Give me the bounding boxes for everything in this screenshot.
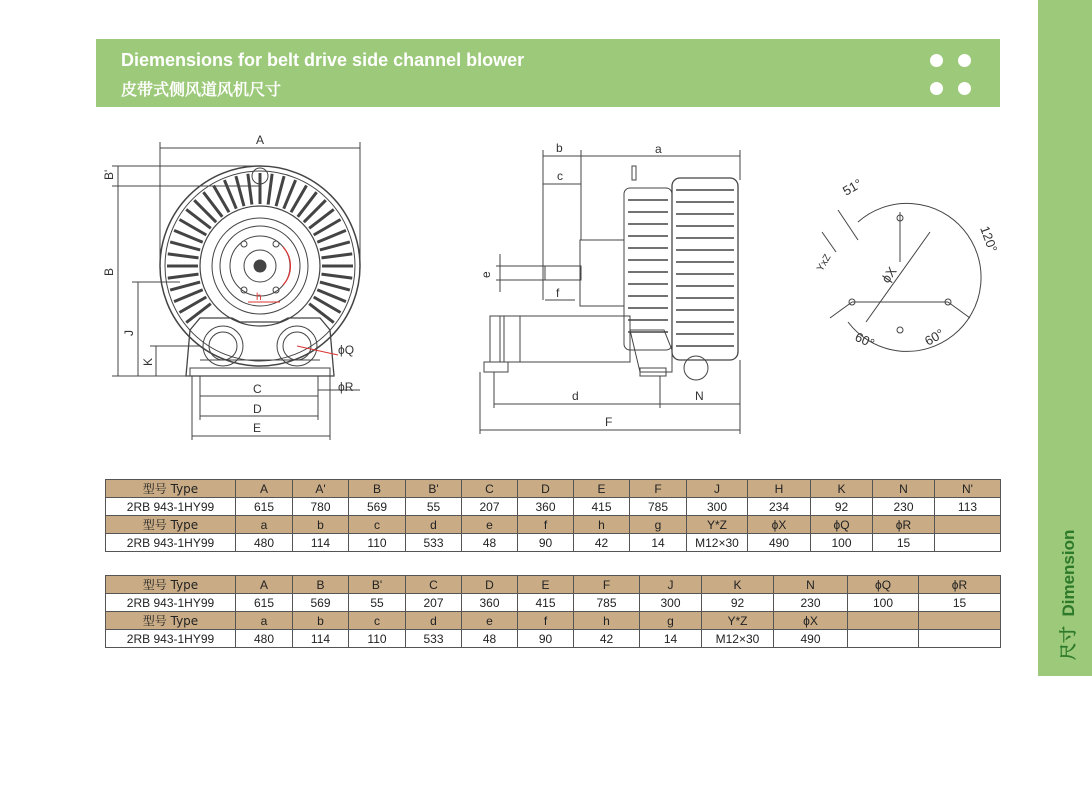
housing-fin — [174, 290, 203, 302]
table-cell: 113 — [935, 498, 1001, 516]
table-cell: J — [640, 576, 702, 594]
housing-fin — [320, 242, 350, 250]
table-row — [106, 498, 1001, 516]
housing-fin — [320, 282, 350, 290]
table-cell — [848, 630, 919, 648]
label-A: A — [256, 133, 265, 147]
table-cell: 114 — [293, 534, 349, 552]
table-cell: M12×30 — [687, 534, 748, 552]
table-cell: 42 — [574, 630, 640, 648]
table-cell: 15 — [919, 594, 1001, 612]
table-cell: 15 — [873, 534, 935, 552]
housing-fin — [168, 254, 199, 258]
table-cell — [935, 534, 1001, 552]
side-label-cn: 尺寸 — [1059, 626, 1079, 660]
table-cell: 480 — [236, 630, 293, 648]
label-60-deg-right: 60° — [922, 325, 947, 349]
table-cell: 480 — [236, 534, 293, 552]
header-dot-icon — [958, 82, 971, 95]
table-cell: B — [293, 576, 349, 594]
housing-fin — [248, 174, 252, 205]
table-cell: N — [774, 576, 848, 594]
table-cell: ϕX — [774, 612, 848, 630]
table-cell: A — [236, 480, 293, 498]
table-cell: B' — [349, 576, 406, 594]
dimension-drawing — [96, 125, 1016, 445]
header-title-en: Diemensions for belt drive side channel blower — [121, 50, 525, 70]
housing-fin — [168, 274, 199, 278]
label-phiX: ϕX — [878, 264, 900, 286]
table-cell: E — [574, 480, 630, 498]
table-cell: 114 — [293, 630, 349, 648]
table-cell: 415 — [518, 594, 574, 612]
table-cell: 230 — [774, 594, 848, 612]
table-cell: 100 — [811, 534, 873, 552]
table-cell: H — [748, 480, 811, 498]
table-cell: J — [687, 480, 748, 498]
table-cell: F — [630, 480, 687, 498]
label-phiR: ϕR — [338, 380, 354, 394]
table-cell: F — [574, 576, 640, 594]
front-view-labels — [102, 133, 354, 435]
table-cell: 615 — [236, 594, 293, 612]
table-cell: d — [406, 516, 462, 534]
label-f: f — [556, 286, 560, 300]
label-YxZ: YxZ — [815, 252, 834, 274]
table-cell: 780 — [293, 498, 349, 516]
table-cell: 533 — [406, 630, 462, 648]
table-cell: 415 — [574, 498, 630, 516]
table-cell: 55 — [406, 498, 462, 516]
table-cell: 92 — [702, 594, 774, 612]
housing-fin — [268, 174, 272, 205]
label-c: c — [557, 169, 563, 183]
table-cell: 14 — [630, 534, 687, 552]
table-row — [106, 480, 1001, 498]
housing-fin — [317, 230, 346, 242]
label-D: D — [253, 402, 262, 416]
table-cell: ϕR — [919, 576, 1001, 594]
table-cell: 533 — [406, 534, 462, 552]
housing-fin — [284, 180, 296, 209]
table-cell: C — [406, 576, 462, 594]
table-cell: c — [349, 612, 406, 630]
table-cell — [848, 612, 919, 630]
header-dot-icon — [958, 54, 971, 67]
table-cell: 100 — [848, 594, 919, 612]
table-cell: D — [462, 576, 518, 594]
table-cell: 42 — [574, 534, 630, 552]
table-cell: b — [293, 612, 349, 630]
flange-view — [822, 203, 981, 351]
table-cell: 207 — [462, 498, 518, 516]
table-cell: ϕQ — [811, 516, 873, 534]
table-cell: 490 — [748, 534, 811, 552]
header-dot-icon — [930, 82, 943, 95]
table-cell: 2RB 943-1HY99 — [106, 534, 236, 552]
table-cell: 型号 Type — [106, 480, 236, 498]
label-d: d — [572, 389, 579, 403]
table-cell: 110 — [349, 534, 406, 552]
label-60-deg-left: 60° — [852, 329, 877, 352]
label-B-prime: B' — [102, 169, 116, 180]
table-cell: 615 — [236, 498, 293, 516]
table-row — [106, 630, 1001, 648]
table-cell: 90 — [518, 630, 574, 648]
table-cell: K — [702, 576, 774, 594]
table-row — [106, 576, 1001, 594]
table-cell: 14 — [640, 630, 702, 648]
table-cell: e — [462, 612, 518, 630]
table-cell: 785 — [574, 594, 640, 612]
table-cell: 型号 Type — [106, 612, 236, 630]
table-cell: ϕQ — [848, 576, 919, 594]
section-header — [96, 39, 1000, 107]
table-cell: M12×30 — [702, 630, 774, 648]
housing-fin — [321, 274, 352, 278]
table-cell: B — [349, 480, 406, 498]
housing-fin — [236, 176, 244, 206]
table-row — [106, 534, 1001, 552]
table-cell: C — [462, 480, 518, 498]
label-120-deg: 120° — [977, 223, 1001, 255]
table-cell: K — [811, 480, 873, 498]
table-cell: Y*Z — [687, 516, 748, 534]
housing-fin — [321, 254, 352, 258]
label-J: J — [122, 330, 136, 336]
label-a: a — [655, 142, 662, 156]
table-cell: 300 — [640, 594, 702, 612]
table-cell: 234 — [748, 498, 811, 516]
table-cell: 360 — [462, 594, 518, 612]
table-cell: N — [873, 480, 935, 498]
table-cell: 207 — [406, 594, 462, 612]
table-cell: f — [518, 516, 574, 534]
label-C: C — [253, 382, 262, 396]
table-cell: A' — [293, 480, 349, 498]
table-row — [106, 516, 1001, 534]
table-cell: 型号 Type — [106, 576, 236, 594]
table-cell: b — [293, 516, 349, 534]
table-cell: g — [640, 612, 702, 630]
table-cell: N' — [935, 480, 1001, 498]
table-cell — [919, 630, 1001, 648]
header-title-cn: 皮带式侧风道风机尺寸 — [121, 80, 282, 99]
table-cell: 48 — [462, 534, 518, 552]
table-cell: E — [518, 576, 574, 594]
table-cell: ϕR — [873, 516, 935, 534]
side-view-labels — [479, 141, 704, 429]
label-B: B — [102, 267, 116, 276]
table-cell — [935, 516, 1001, 534]
table-cell: f — [518, 612, 574, 630]
table-cell: 2RB 943-1HY99 — [106, 630, 236, 648]
side-tab-label — [1054, 530, 1079, 660]
table-cell: 360 — [518, 498, 574, 516]
front-view — [112, 142, 360, 440]
table-cell: 2RB 943-1HY99 — [106, 498, 236, 516]
table-cell: 92 — [811, 498, 873, 516]
label-F: F — [605, 415, 613, 429]
side-label-en: Dimension — [1059, 529, 1078, 617]
table-cell: Y*Z — [702, 612, 774, 630]
label-N: N — [695, 389, 704, 403]
table-cell: 569 — [293, 594, 349, 612]
housing-fin — [224, 180, 236, 209]
table-cell: d — [406, 612, 462, 630]
table-cell: D — [518, 480, 574, 498]
table-cell: 90 — [518, 534, 574, 552]
housing-fin — [276, 176, 284, 206]
housing-fin — [317, 290, 346, 302]
label-E: E — [253, 421, 262, 435]
housing-fin — [170, 282, 200, 290]
label-e: e — [479, 271, 493, 278]
table-cell: 490 — [774, 630, 848, 648]
table-cell: 55 — [349, 594, 406, 612]
table-cell: e — [462, 516, 518, 534]
table-cell: 2RB 943-1HY99 — [106, 594, 236, 612]
table-cell: 300 — [687, 498, 748, 516]
table-cell: A — [236, 576, 293, 594]
table-cell: h — [574, 516, 630, 534]
header-dot-icon — [930, 54, 943, 67]
table-cell: 型号 Type — [106, 516, 236, 534]
table-cell — [919, 612, 1001, 630]
table-cell: 110 — [349, 630, 406, 648]
housing-fin — [170, 242, 200, 250]
label-phiQ: ϕQ — [338, 343, 355, 357]
table-cell: c — [349, 516, 406, 534]
label-h: h — [256, 292, 262, 303]
table-cell: ϕX — [748, 516, 811, 534]
table-cell: a — [236, 516, 293, 534]
table-cell: g — [630, 516, 687, 534]
label-K: K — [141, 357, 155, 366]
table-cell: 569 — [349, 498, 406, 516]
table-cell: h — [574, 612, 640, 630]
table-cell: 48 — [462, 630, 518, 648]
table-cell: 785 — [630, 498, 687, 516]
table-cell: 230 — [873, 498, 935, 516]
label-b: b — [556, 141, 563, 155]
housing-fin — [174, 230, 203, 242]
table-row — [106, 594, 1001, 612]
spec-table-1 — [105, 479, 1001, 552]
table-cell: a — [236, 612, 293, 630]
table-cell: B' — [406, 480, 462, 498]
spec-table-2 — [105, 575, 1001, 648]
table-row — [106, 612, 1001, 630]
label-51-deg: 51° — [840, 175, 865, 199]
